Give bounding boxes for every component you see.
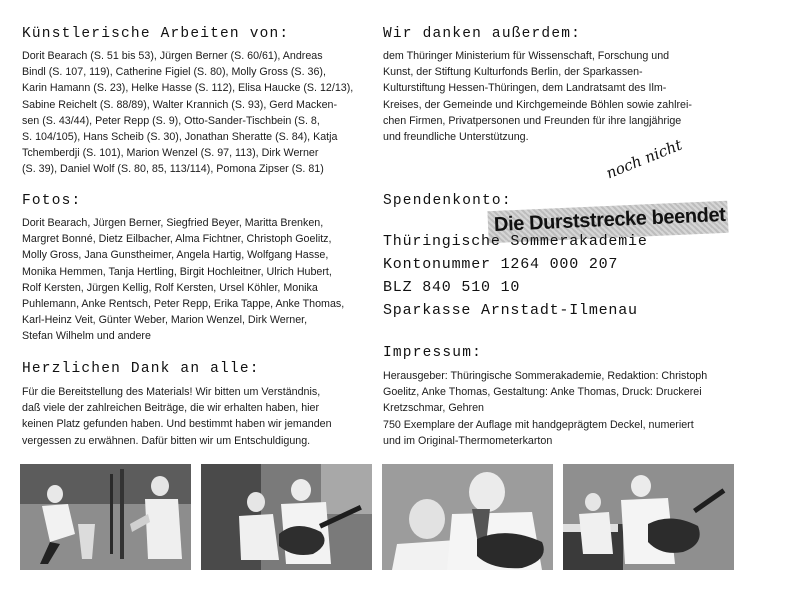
- text-line: Kunst, der Stiftung Kulturfonds Berlin, der Sparkassen-: [383, 66, 643, 79]
- account-blz: BLZ 840 510 10: [383, 279, 521, 296]
- text-line: keinen Platz gefunden haben. Und bestimmt haben wir jemanden: [22, 418, 332, 431]
- handwritten-note: noch nicht: [603, 135, 685, 183]
- text-line: Stefan Wilhelm und andere: [22, 330, 151, 343]
- text-line: Sabine Reichelt (S. 88/89), Walter Krannich (S. 93), Gerd Macken-: [22, 98, 338, 111]
- account-number: Kontonummer 1264 000 207: [383, 256, 619, 273]
- danken-paragraph: [383, 48, 692, 145]
- text-line: sen (S. 43/44), Peter Repp (S. 9), Otto-Sander-Tischbein (S. 8,: [22, 114, 320, 127]
- dank-paragraph: [22, 384, 332, 449]
- photo-2: [201, 464, 372, 570]
- text-line: Für die Bereitstellung des Materials! Wir bitten um Verständnis,: [22, 386, 321, 398]
- text-line: S. 104/105), Hans Scheib (S. 30), Jonathan Sheratte (S. 84), Katja: [22, 131, 338, 144]
- account-name: Thüringische Sommerakademie: [383, 233, 648, 250]
- fotos-paragraph: [22, 215, 344, 345]
- kuenstler-paragraph: [22, 48, 353, 178]
- text-line: Tchemberdji (S. 101), Marion Wenzel (S. 97, 113), Dirk Werner: [22, 147, 319, 160]
- text-line: dem Thüringer Ministerium für Wissenschaft, Forschung und: [383, 50, 670, 62]
- impressum-heading: Impressum:: [383, 345, 483, 361]
- text-line: und im Original-Thermometerkarton: [383, 434, 553, 447]
- kuenstler-heading: Künstlerische Arbeiten von:: [22, 26, 290, 42]
- text-line: Goelitz, Anke Thomas, Gestaltung: Anke Thomas, Druck: Druckerei: [383, 386, 702, 399]
- text-line: vergessen zu erwähnen. Dafür bitten wir um Entschuldigung.: [22, 434, 311, 447]
- text-line: daß viele der zahlreichen Beiträge, die wir erhalten haben, hier: [22, 402, 320, 415]
- account-bank: Sparkasse Arnstadt-Ilmenau: [383, 302, 638, 319]
- text-line: 750 Exemplare der Auflage mit handgeprägtem Deckel, numeriert: [383, 418, 694, 431]
- impressum-paragraph: [383, 368, 707, 449]
- text-line: Bindl (S. 107, 119), Catherine Figiel (S. 80), Molly Gross (S. 36),: [22, 66, 326, 79]
- text-line: Karl-Heinz Veit, Günter Weber, Marion Wenzel, Dirk Werner,: [22, 314, 308, 327]
- banner-text: Die Durststrecke beendet: [493, 203, 726, 236]
- text-line: (S. 39), Daniel Wolf (S. 80, 85, 113/114), Pomona Zipser (S. 81): [22, 163, 324, 176]
- text-line: und freundliche Unterstützung.: [383, 131, 529, 144]
- text-line: Kreises, der Gemeinde und Kirchgemeinde Böhlen sowie zahlrei-: [383, 98, 692, 111]
- text-line: Dorit Bearach (S. 51 bis 53), Jürgen Berner (S. 60/61), Andreas: [22, 50, 323, 62]
- text-line: Dorit Bearach, Jürgen Berner, Siegfried Beyer, Maritta Brenken,: [22, 217, 324, 229]
- text-line: Herausgeber: Thüringische Sommerakademie, Redaktion: Christoph: [383, 370, 708, 382]
- text-line: Molly Gross, Jana Gunstheimer, Angela Hartig, Wolfgang Hasse,: [22, 249, 329, 262]
- text-line: Kulturstiftung Hessen-Thüringen, dem Landratsamt des Ilm-: [383, 82, 667, 95]
- spenden-heading: Spendenkonto:: [383, 193, 512, 209]
- danken-heading: Wir danken außerdem:: [383, 26, 582, 42]
- photo-3: [382, 464, 553, 570]
- text-line: Rolf Kersten, Jürgen Kellig, Rolf Kersten, Ursel Köhler, Monika: [22, 281, 318, 294]
- text-line: Puhlemann, Anke Rentsch, Peter Repp, Erika Tappe, Anke Thomas,: [22, 298, 345, 311]
- text-line: Kretzschmar, Gehren: [383, 402, 484, 415]
- dank-heading: Herzlichen Dank an alle:: [22, 361, 260, 377]
- text-line: Margret Bonné, Dietz Eilbacher, Alma Fichtner, Christoph Goelitz,: [22, 233, 332, 246]
- text-line: Karin Hamann (S. 23), Helke Hasse (S. 112), Elisa Haucke (S. 12/13),: [22, 82, 354, 95]
- fotos-heading: Fotos:: [22, 193, 82, 209]
- photo-1: [20, 464, 191, 570]
- photo-4: [563, 464, 734, 570]
- text-line: chen Firmen, Privatpersonen und Freunden für ihre langjährige: [383, 114, 682, 127]
- text-line: Monika Hemmen, Tanja Hertling, Birgit Hochleitner, Ulrich Hubert,: [22, 265, 332, 278]
